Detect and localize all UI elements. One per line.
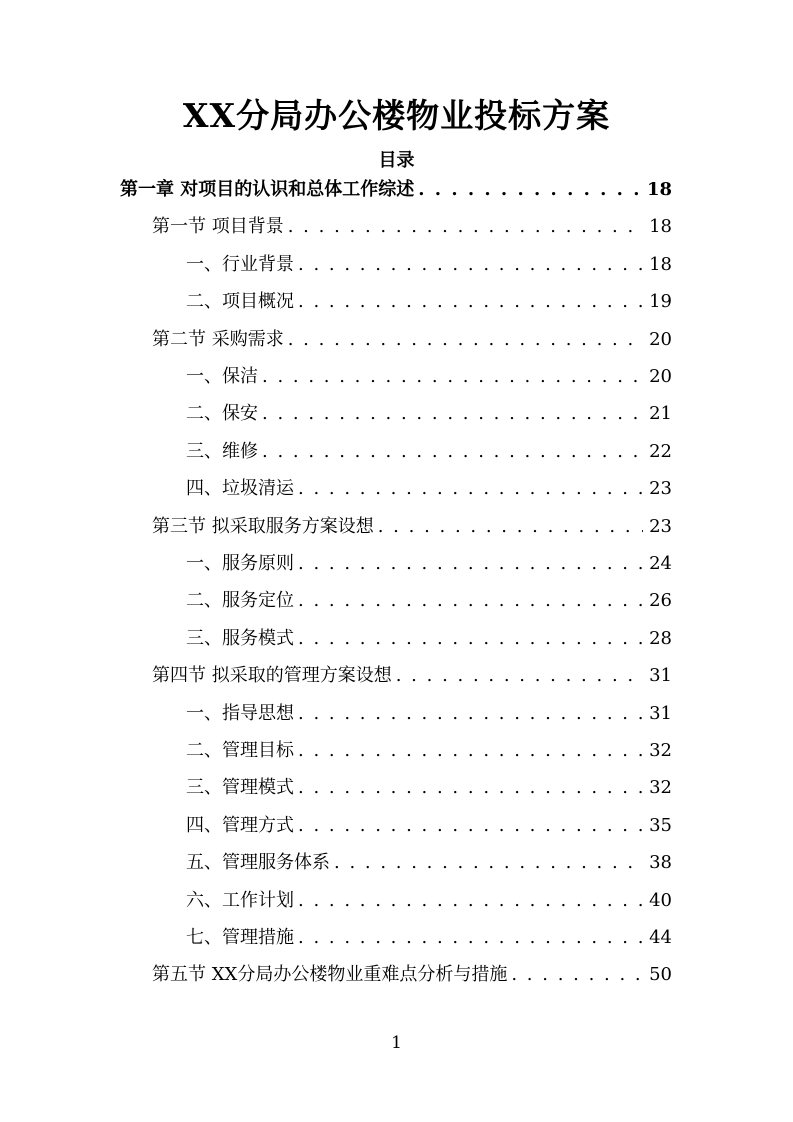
toc-entry[interactable] <box>186 399 672 427</box>
toc-dot-leader <box>298 553 643 574</box>
toc-entry-label: 二、服务定位 <box>186 590 294 612</box>
toc-entry[interactable] <box>152 960 672 988</box>
toc-dot-leader <box>262 403 643 424</box>
toc-entry-page: 23 <box>649 478 672 500</box>
page-number: 1 <box>391 1033 402 1053</box>
toc-dot-leader <box>298 740 643 761</box>
toc-entry[interactable] <box>186 362 672 390</box>
toc-entry-label: 第一节 项目背景 <box>152 216 284 238</box>
toc-entry-page: 44 <box>649 927 672 948</box>
toc-entry-label: 第一章 对项目的认识和总体工作综述 <box>120 179 415 200</box>
toc-entry-page: 22 <box>649 440 672 462</box>
toc-dot-leader <box>298 291 643 312</box>
toc-dot-leader <box>298 628 643 649</box>
toc-entry-label: 一、服务原则 <box>186 553 294 574</box>
toc-dot-leader <box>298 254 643 275</box>
toc-entry-label: 三、维修 <box>186 440 258 462</box>
toc-dot-leader <box>378 516 643 537</box>
toc-entry-page: 23 <box>649 515 672 537</box>
toc-entry[interactable] <box>186 474 672 502</box>
toc-dot-leader <box>288 329 643 350</box>
toc-entry-page: 50 <box>649 964 672 986</box>
toc-entry[interactable] <box>152 661 672 689</box>
toc-entry[interactable] <box>152 512 672 540</box>
toc-dot-leader <box>511 964 643 985</box>
toc-entry-label: 一、指导思想 <box>186 702 294 724</box>
toc-entry-page: 40 <box>649 889 672 911</box>
toc-entry[interactable] <box>186 736 672 764</box>
toc-entry[interactable] <box>186 549 672 577</box>
toc-entry[interactable] <box>120 175 672 203</box>
toc-entry[interactable] <box>186 287 672 315</box>
toc-dot-leader <box>298 590 643 611</box>
toc-entry-page: 18 <box>646 179 672 200</box>
toc-entry-label: 二、管理目标 <box>186 740 294 761</box>
toc-dot-leader <box>334 852 643 873</box>
toc-entry-page: 19 <box>649 291 672 313</box>
toc-entry-label: 第五节 XX分局办公楼物业重难点分析与措施 <box>152 964 508 986</box>
toc-entry-label: 第三节 拟采取服务方案设想 <box>152 515 374 537</box>
toc-entry[interactable] <box>186 624 672 652</box>
toc-entry-label: 二、项目概况 <box>186 291 294 313</box>
toc-dot-leader <box>288 216 643 237</box>
toc-entry-page: 20 <box>649 328 672 350</box>
toc-entry-page: 31 <box>649 702 672 724</box>
toc-entry-label: 三、管理模式 <box>186 777 294 799</box>
toc-entry-page: 35 <box>649 814 672 836</box>
toc-entry-label: 一、保洁 <box>186 366 258 387</box>
toc-entry[interactable] <box>186 923 672 951</box>
toc-entry[interactable] <box>186 773 672 801</box>
toc-dot-leader <box>262 441 643 462</box>
toc-entry[interactable] <box>186 848 672 876</box>
toc-entry-page: 21 <box>649 403 672 425</box>
toc-entry-label: 七、管理措施 <box>186 927 294 948</box>
toc-entry[interactable] <box>152 325 672 353</box>
toc-dot-leader <box>298 890 643 911</box>
toc-entry-page: 38 <box>649 852 672 874</box>
toc-entry-page: 32 <box>649 740 672 761</box>
toc-entry-page: 18 <box>649 253 672 275</box>
toc-entry[interactable] <box>186 886 672 914</box>
toc-heading: 目录 <box>378 150 415 171</box>
toc-entry-label: 一、行业背景 <box>186 253 294 275</box>
toc-entry-label: 四、垃圾清运 <box>186 478 294 500</box>
toc-entry-page: 24 <box>649 553 672 574</box>
toc-entry-page: 26 <box>649 590 672 612</box>
toc-entry-page: 31 <box>649 665 672 687</box>
toc-entry-label: 第四节 拟采取的管理方案设想 <box>152 665 392 687</box>
toc-entry[interactable] <box>152 212 672 240</box>
toc-entry-label: 五、管理服务体系 <box>186 852 330 874</box>
toc-entry[interactable] <box>186 250 672 278</box>
toc-dot-leader <box>298 815 643 836</box>
toc-entry-label: 第二节 采购需求 <box>152 328 284 350</box>
document-title: XX分局办公楼物业投标方案 <box>182 96 611 135</box>
toc-dot-leader <box>298 703 643 724</box>
toc-dot-leader <box>418 179 641 200</box>
toc-entry-page: 28 <box>649 627 672 649</box>
toc-entry[interactable] <box>186 699 672 727</box>
toc-dot-leader <box>298 478 643 499</box>
toc-entry[interactable] <box>186 811 672 839</box>
toc-dot-leader <box>396 665 643 686</box>
toc-dot-leader <box>298 927 643 948</box>
toc-entry[interactable] <box>186 437 672 465</box>
toc-entry-label: 三、服务模式 <box>186 627 294 649</box>
toc-entry-page: 18 <box>649 216 672 238</box>
toc-entry-label: 二、保安 <box>186 403 258 425</box>
toc-dot-leader <box>298 777 643 798</box>
toc-dot-leader <box>262 366 643 387</box>
toc-entry-label: 六、工作计划 <box>186 889 294 911</box>
toc-entry[interactable] <box>186 586 672 614</box>
toc-entry-page: 20 <box>649 366 672 387</box>
toc-entry-label: 四、管理方式 <box>186 814 294 836</box>
toc-entry-page: 32 <box>649 777 672 799</box>
